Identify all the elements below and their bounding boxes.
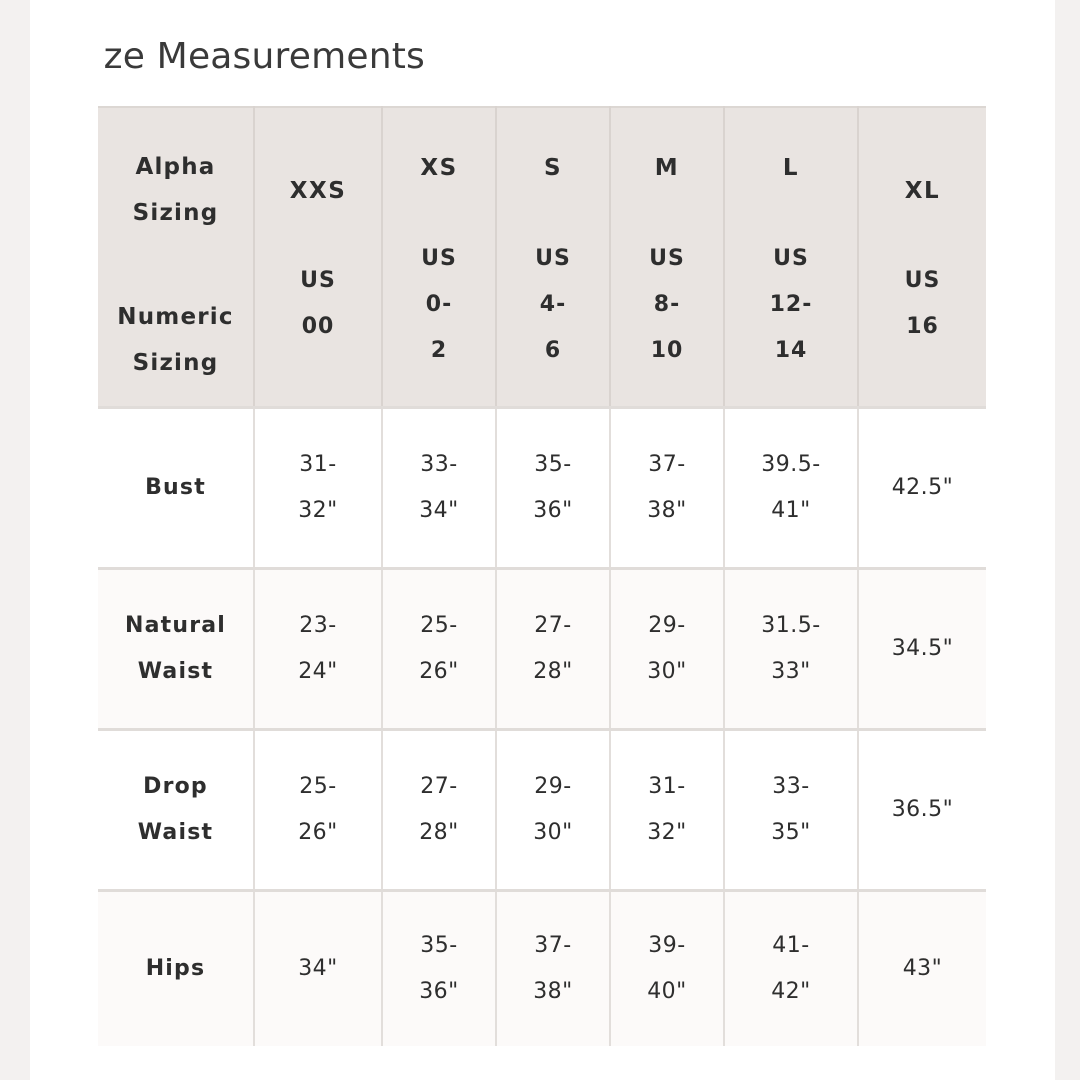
measurement-value-line: 28" xyxy=(533,659,573,684)
measurement-cell xyxy=(724,569,858,730)
measurement-cell xyxy=(610,891,724,1047)
measurement-value-line: 34" xyxy=(298,956,338,981)
size-numeric-line: US xyxy=(421,246,457,271)
size-header-xs xyxy=(382,107,496,408)
measurement-value-line: 34.5" xyxy=(891,636,954,661)
size-numeric-label xyxy=(611,236,723,374)
header-row xyxy=(98,107,986,408)
measurement-value-line: 26" xyxy=(298,820,338,845)
measurement-value-line: 27- xyxy=(534,613,572,638)
measurement-value-line: 37- xyxy=(648,452,686,477)
measurement-value-line: 32" xyxy=(298,498,338,523)
size-alpha-label: S xyxy=(543,155,563,181)
measurement-value-line: 41" xyxy=(771,498,811,523)
measurement-value-line: 34" xyxy=(419,498,459,523)
measurement-value-line: 31- xyxy=(648,774,686,799)
size-numeric-line: US xyxy=(535,246,571,271)
size-numeric-line: US xyxy=(904,268,941,293)
measurement-value-line: 33- xyxy=(772,774,810,799)
measurement-cell xyxy=(496,891,610,1047)
measurement-value-line: 27- xyxy=(420,774,458,799)
size-alpha-label: XXS xyxy=(289,178,347,204)
size-numeric-label xyxy=(725,236,857,374)
measurement-cell xyxy=(496,408,610,569)
measurement-cell xyxy=(382,408,496,569)
numeric-sizing-label xyxy=(98,294,253,386)
measurement-value-line: 37- xyxy=(534,933,572,958)
row-label-line: Waist xyxy=(137,659,214,684)
size-numeric-line: 4- xyxy=(539,292,567,317)
measurement-cell xyxy=(254,730,382,891)
measurement-cell xyxy=(382,891,496,1047)
row-label-line: Bust xyxy=(145,475,206,500)
size-numeric-line: 8- xyxy=(653,292,681,317)
size-numeric-label xyxy=(859,258,986,350)
size-numeric-line: US xyxy=(300,268,336,293)
measurement-cell xyxy=(610,569,724,730)
measurement-cell xyxy=(382,569,496,730)
size-alpha-label: M xyxy=(654,155,680,181)
measurement-value-line: 32" xyxy=(647,820,687,845)
measurement-value-line: 36.5" xyxy=(891,797,954,822)
measurement-cell xyxy=(610,408,724,569)
measurement-value-line: 24" xyxy=(298,659,338,684)
size-alpha-label: XS xyxy=(420,155,458,181)
size-numeric-line: 10 xyxy=(650,338,684,363)
measurement-value-line: 26" xyxy=(419,659,459,684)
page-title-text: ze Measurements xyxy=(103,36,425,77)
measurement-value-line: 25- xyxy=(420,613,458,638)
row-label xyxy=(98,730,254,891)
measurement-value-line: 42" xyxy=(771,979,811,1004)
row-label-line: Natural xyxy=(124,613,227,638)
measurement-value-line: 41- xyxy=(772,933,810,958)
table-body xyxy=(98,408,986,1047)
row-label-line: Waist xyxy=(137,820,214,845)
size-numeric-line: US xyxy=(649,246,685,271)
measurement-cell xyxy=(724,891,858,1047)
size-header-m xyxy=(610,107,724,408)
measurement-cell xyxy=(858,569,986,730)
measurement-value-line: 43" xyxy=(902,956,943,981)
measurement-value-line: 29- xyxy=(534,774,572,799)
measurement-value-line: 36" xyxy=(419,979,459,1004)
size-header-s xyxy=(496,107,610,408)
alpha-sizing-label xyxy=(98,144,253,236)
measurement-value-line: 33- xyxy=(420,452,458,477)
size-chart-table xyxy=(98,106,986,1046)
row-label xyxy=(98,408,254,569)
measurement-cell xyxy=(496,730,610,891)
measurement-value-line: 40" xyxy=(647,979,687,1004)
size-numeric-label xyxy=(383,236,495,374)
alpha-sizing-line-2: Sizing xyxy=(132,200,219,226)
measurement-value-line: 31.5- xyxy=(761,613,821,638)
size-numeric-label xyxy=(497,236,609,374)
size-alpha-label: L xyxy=(782,155,800,181)
size-header-xl xyxy=(858,107,986,408)
size-alpha-label: XL xyxy=(904,178,941,204)
numeric-sizing-line-2: Sizing xyxy=(132,350,219,376)
measurement-value-line: 31- xyxy=(299,452,337,477)
measurement-row-natural-waist xyxy=(98,569,986,730)
row-label-line: Drop xyxy=(143,774,208,799)
size-numeric-line: 0- xyxy=(425,292,453,317)
measurement-cell xyxy=(254,891,382,1047)
measurement-row-drop-waist xyxy=(98,730,986,891)
size-numeric-label xyxy=(255,258,381,350)
measurement-cell xyxy=(724,408,858,569)
measurement-value-line: 35- xyxy=(534,452,572,477)
size-numeric-line: 14 xyxy=(774,338,808,363)
measurement-value-line: 38" xyxy=(647,498,687,523)
measurement-value-line: 39.5- xyxy=(761,452,821,477)
measurement-row-hips xyxy=(98,891,986,1047)
numeric-sizing-line-1: Numeric xyxy=(117,304,234,330)
size-numeric-line: 12- xyxy=(769,292,813,317)
measurement-value-line: 23- xyxy=(299,613,337,638)
measurement-cell xyxy=(724,730,858,891)
measurement-value-line: 29- xyxy=(648,613,686,638)
measurement-cell xyxy=(254,569,382,730)
measurement-value-line: 30" xyxy=(647,659,687,684)
measurement-value-line: 36" xyxy=(533,498,573,523)
size-header-xxs xyxy=(254,107,382,408)
row-label xyxy=(98,569,254,730)
header-label-cell xyxy=(98,107,254,408)
measurement-cell xyxy=(858,730,986,891)
measurement-value-line: 35" xyxy=(771,820,811,845)
measurement-cell xyxy=(858,891,986,1047)
row-label-line: Hips xyxy=(145,956,206,981)
measurement-row-bust xyxy=(98,408,986,569)
size-numeric-line: 2 xyxy=(430,338,448,363)
size-header-l xyxy=(724,107,858,408)
size-numeric-line: US xyxy=(773,246,809,271)
size-numeric-line: 6 xyxy=(544,338,562,363)
alpha-sizing-line-1: Alpha xyxy=(135,154,216,180)
size-numeric-line: 16 xyxy=(906,314,939,339)
measurement-value-line: 35- xyxy=(420,933,458,958)
measurement-value-line: 33" xyxy=(771,659,811,684)
measurement-value-line: 30" xyxy=(533,820,573,845)
row-label xyxy=(98,891,254,1047)
measurement-cell xyxy=(610,730,724,891)
measurement-cell xyxy=(858,408,986,569)
measurement-value-line: 25- xyxy=(299,774,337,799)
page-title xyxy=(95,36,425,86)
measurement-value-line: 39- xyxy=(648,933,686,958)
measurement-value-line: 28" xyxy=(419,820,459,845)
measurement-cell xyxy=(496,569,610,730)
measurement-value-line: 42.5" xyxy=(891,475,954,500)
measurement-value-line: 38" xyxy=(533,979,573,1004)
measurement-cell xyxy=(254,408,382,569)
measurement-cell xyxy=(382,730,496,891)
size-numeric-line: 00 xyxy=(301,314,335,339)
